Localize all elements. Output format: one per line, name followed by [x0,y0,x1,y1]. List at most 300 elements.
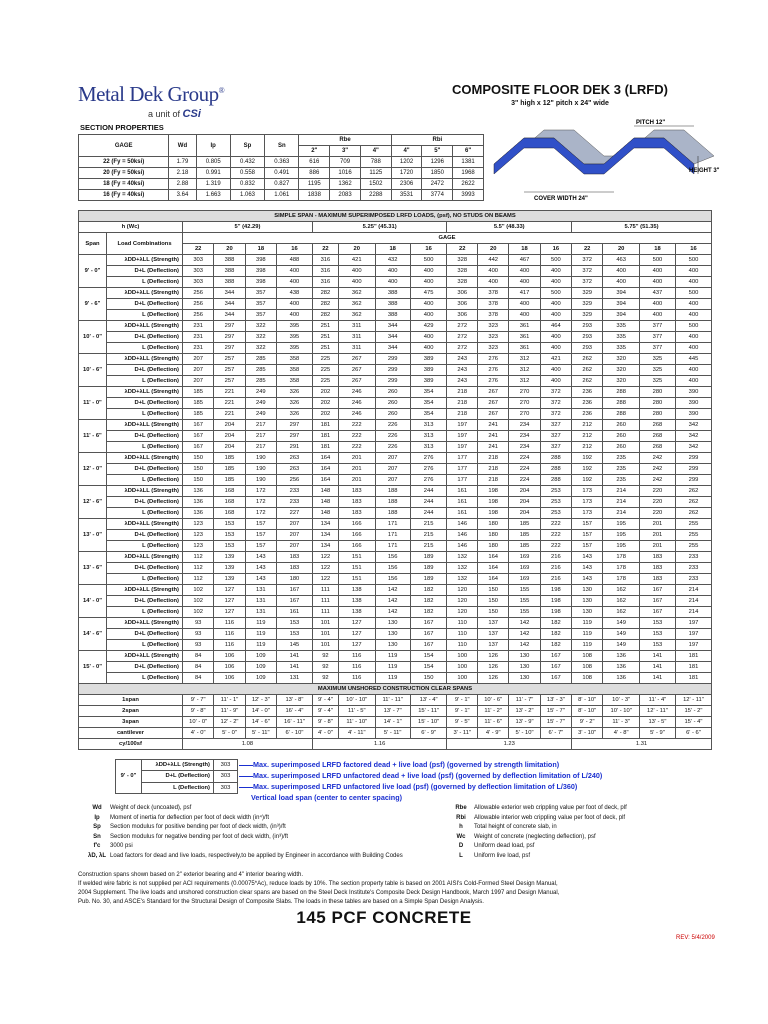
table-row [79,354,712,365]
table-cell: 6' - 10" [276,728,312,739]
table-cell: 5' - 11" [245,728,276,739]
table-title: SIMPLE SPAN - MAXIMUM SUPERIMPOSED LRFD LOADS, (psf), NO STUDS ON BEAMS [79,211,712,222]
table-cell: 6' - 7" [540,728,571,739]
table-cell: 198 [540,607,571,618]
table-cell: 167 [540,662,571,673]
table-cell: 241 [478,420,509,431]
table-cell: 150 [478,607,509,618]
table-cell: 182 [540,629,571,640]
table-cell: 116 [214,640,245,651]
logo [78,82,278,122]
definition-text: Uniform live load, psf [474,853,531,859]
table-cell: 257 [214,354,245,365]
table-row [79,475,712,486]
table-cell: 181 [312,420,338,431]
span-cell: 9' - 6" [79,288,107,321]
table-cell: 161 [447,486,478,497]
table-cell: 171 [375,541,410,552]
table-cell: 157 [245,541,276,552]
table-cell: 234 [509,420,540,431]
table-cell: 166 [338,530,375,541]
table-cell: 267 [338,376,375,387]
table-cell: 400 [675,277,711,288]
gage-header: 20 [478,244,509,255]
table-cell: 11' - 2" [478,706,509,717]
table-row [79,179,484,190]
table-cell: 362 [338,310,375,321]
table-cell: 400 [639,310,675,321]
table-cell: 226 [375,442,410,453]
load-combination: λDD+λLL (Strength) [107,519,183,530]
table-cell: 328 [447,277,478,288]
table-cell: 233 [276,497,312,508]
table-cell: 344 [375,321,410,332]
load-combination: L (Deflection) [107,475,183,486]
table-cell: 161 [447,508,478,519]
table-cell: 1016 [330,168,361,179]
table-cell: 122 [312,574,338,585]
table-cell: 119 [375,673,410,684]
table-cell: 400 [276,277,312,288]
table-cell: 166 [338,541,375,552]
table-cell: 400 [540,365,571,376]
unshored-title: MAXIMUM UNSHORED CONSTRUCTION CLEAR SPANS [79,684,712,695]
table-cell: 288 [540,453,571,464]
table-cell: 92 [312,673,338,684]
table-cell: 362 [338,299,375,310]
table-cell: 400 [509,310,540,321]
definition-symbol: Wc [456,833,466,840]
table-cell: 181 [675,651,711,662]
table-cell: 123 [183,519,214,530]
table-row [79,640,712,651]
gage-header: 18 [509,244,540,255]
table-cell: 131 [245,596,276,607]
table-cell: 131 [245,585,276,596]
note-line: If welded wire fabric is not supplied per ACI requirements (0.00075*Ac), reduce loads by 10%. The section property table is based on 2001 AISI's Cold-Formed Steel Design Manual, [78,881,558,887]
table-cell: 400 [410,266,447,277]
table-row [79,695,712,706]
table-cell: 288 [603,398,640,409]
table-cell: 9' - 5" [447,717,478,728]
table-cell: 207 [276,541,312,552]
table-cell: 11' - 1" [214,695,245,706]
table-cell: 389 [410,376,447,387]
table-cell: 178 [603,552,640,563]
table-cell: 400 [509,266,540,277]
table-cell: 268 [639,442,675,453]
table-cell: 141 [639,651,675,662]
table-cell: 127 [338,629,375,640]
gage-header: 20 [338,244,375,255]
table-cell: 130 [572,585,603,596]
table-cell: 322 [245,343,276,354]
table-cell: 616 [299,157,330,168]
table-cell: 354 [410,387,447,398]
table-cell: 185 [214,464,245,475]
table-cell: 222 [338,431,375,442]
table-cell: 242 [639,475,675,486]
load-combination: D+L (Deflection) [107,596,183,607]
table-title-row [79,211,712,222]
table-cell: 306 [447,288,478,299]
table-cell: 500 [675,321,711,332]
table-cell: 217 [245,442,276,453]
table-cell: 119 [245,640,276,651]
table-cell: 1.79 [169,157,196,168]
col-sn: Sn [265,135,299,157]
table-cell: 150 [410,673,447,684]
table-cell: 288 [540,475,571,486]
definition-text: Moment of inertia for deflection per foot of deck width (in⁴)/ft [110,814,269,821]
definition-symbol: Ip [94,814,100,821]
table-row [79,431,712,442]
table-cell: 270 [509,409,540,420]
table-cell: 297 [214,321,245,332]
table-cell: 242 [639,464,675,475]
table-cell: 244 [410,508,447,519]
table-row [79,420,712,431]
table-cell: 262 [572,376,603,387]
cy-row [79,739,712,750]
table-cell: 173 [572,486,603,497]
table-cell: 372 [572,266,603,277]
table-cell: 276 [410,464,447,475]
table-cell: 202 [312,387,338,398]
table-cell: 1502 [360,179,391,190]
table-cell: 325 [639,354,675,365]
table-cell: 108 [572,651,603,662]
table-cell: 398 [245,277,276,288]
table-cell: 8' - 10" [572,706,603,717]
table-cell: 138 [338,607,375,618]
table-cell: 169 [509,574,540,585]
table-cell: 400 [375,277,410,288]
table-cell: 442 [478,255,509,266]
table-cell: 132 [447,574,478,585]
col-rbi: Rbi [391,135,483,146]
table-cell: 112 [183,563,214,574]
table-cell: 372 [540,409,571,420]
table-cell: 1.063 [230,190,264,201]
load-combination: D+L (Deflection) [107,629,183,640]
table-cell: 389 [410,354,447,365]
col-bearing: 3" [330,146,361,157]
table-row [79,332,712,343]
table-cell: 256 [276,475,312,486]
table-cell: 244 [410,497,447,508]
table-cell: 137 [478,618,509,629]
table-cell: 326 [276,398,312,409]
table-cell: 335 [603,332,640,343]
table-cell: 217 [245,431,276,442]
table-cell: 120 [447,596,478,607]
table-cell: 218 [478,464,509,475]
table-cell: 188 [375,497,410,508]
load-combination: D+L (Deflection) [107,497,183,508]
table-cell: 11' - 10" [338,717,375,728]
table-cell: 272 [447,343,478,354]
table-cell: 500 [410,255,447,266]
table-cell: 378 [478,299,509,310]
table-cell: 344 [214,288,245,299]
table-cell: 225 [312,365,338,376]
table-cell: 126 [478,673,509,684]
table-cell: 137 [478,629,509,640]
slab-header: 5.25" (45.31) [312,222,447,233]
table-cell: 0.491 [265,168,299,179]
table-cell: 4' - 0" [183,728,214,739]
table-cell: 136 [603,673,640,684]
table-cell: 182 [410,585,447,596]
table-cell: 260 [375,387,410,398]
table-cell: 0.432 [230,157,264,168]
table-cell: 180 [478,519,509,530]
table-cell: 329 [572,310,603,321]
table-cell: 15' - 2" [675,706,711,717]
table-cell: 167 [276,585,312,596]
table-cell: 282 [312,299,338,310]
load-combination: L (Deflection) [107,640,183,651]
table-cell: 92 [312,662,338,673]
table-cell: 218 [447,409,478,420]
table-cell: 400 [603,277,640,288]
table-cell: 138 [338,585,375,596]
table-cell: 141 [276,651,312,662]
table-cell: 372 [572,277,603,288]
table-row [79,365,712,376]
table-cell: 143 [572,552,603,563]
table-row [79,706,712,717]
load-combination: L (Deflection) [107,442,183,453]
table-cell: 260 [375,398,410,409]
load-combination: λDD+λLL (Strength) [107,321,183,332]
table-cell: 166 [338,519,375,530]
table-cell: 222 [338,420,375,431]
span-cell: 13' - 0" [79,519,107,552]
table-cell: 156 [375,574,410,585]
table-cell: 316 [312,266,338,277]
table-cell: 136 [183,486,214,497]
table-cell: 388 [214,255,245,266]
span-cell: 15' - 0" [79,651,107,684]
table-cell: 395 [276,321,312,332]
table-cell: 243 [447,354,478,365]
table-cell: 342 [675,431,711,442]
gage-header: 18 [245,244,276,255]
table-cell: 215 [410,519,447,530]
table-cell: 207 [375,475,410,486]
table-cell: 276 [410,475,447,486]
arrow-icon [239,776,253,777]
table-cell: 227 [276,508,312,519]
table-cell: 130 [572,607,603,618]
table-cell: 183 [338,497,375,508]
table-cell: 276 [478,365,509,376]
table-cell: 299 [375,354,410,365]
table-cell: 400 [675,266,711,277]
table-cell: 222 [540,530,571,541]
table-cell: 106 [214,651,245,662]
table-cell: 388 [375,310,410,321]
table-cell: 243 [447,376,478,387]
definition-symbol: Sn [93,833,101,840]
load-combination: λDD+λLL (Strength) [107,453,183,464]
table-cell: 109 [245,651,276,662]
table-row [79,629,712,640]
table-cell: 421 [338,255,375,266]
table-cell: 400 [410,277,447,288]
definition-symbol: λD, λL [87,853,106,859]
table-cell: 342 [675,442,711,453]
table-cell: 0.832 [230,179,264,190]
table-cell: 886 [299,168,330,179]
table-cell: 329 [572,299,603,310]
table-cell: 4' - 0" [312,728,338,739]
table-cell: 164 [312,475,338,486]
table-cell: 122 [312,563,338,574]
table-cell: 233 [675,574,711,585]
table-cell: 2083 [330,190,361,201]
table-cell: 0.558 [230,168,264,179]
table-cell: 202 [312,398,338,409]
table-row [79,409,712,420]
deck-profile-diagram [484,116,724,204]
cy-label: cy/100sf [79,739,183,750]
gage-header: 16 [675,244,711,255]
table-cell: 111 [312,607,338,618]
table-cell: 214 [675,596,711,607]
table-cell: 16' - 4" [276,706,312,717]
span-cell: 11' - 6" [79,420,107,453]
table-cell: 151 [338,574,375,585]
table-cell: 326 [276,387,312,398]
table-cell: 400 [675,310,711,321]
arrow-icon [239,765,253,766]
table-row [79,157,484,168]
table-cell: 204 [214,420,245,431]
table-cell: 182 [540,640,571,651]
legend-lc: λDD+λLL (Strength) [142,760,214,771]
table-cell: 167 [183,431,214,442]
table-cell: 132 [447,552,478,563]
table-cell: 224 [509,475,540,486]
table-cell: 400 [540,343,571,354]
table-cell: 171 [375,519,410,530]
table-cell: 204 [214,431,245,442]
table-cell: 14' - 6" [245,717,276,728]
table-cell: 183 [338,508,375,519]
unshored-title-row [79,684,712,695]
table-cell: 464 [540,321,571,332]
table-cell: 400 [410,299,447,310]
col-sp: Sp [230,135,264,157]
table-cell: 297 [214,332,245,343]
table-cell: 400 [540,332,571,343]
table-cell: 168 [214,486,245,497]
table-cell: 116 [214,629,245,640]
table-cell: 372 [540,398,571,409]
table-cell: 5' - 11" [375,728,410,739]
table-cell: 127 [214,585,245,596]
table-cell: 400 [639,266,675,277]
table-cell: 167 [639,585,675,596]
table-row [79,299,712,310]
table-cell: 280 [639,387,675,398]
table-cell: 400 [410,343,447,354]
table-cell: 218 [478,475,509,486]
table-cell: 303 [183,255,214,266]
table-cell: 9' - 4" [312,695,338,706]
legend-note: Max. superimposed LRFD unfactored live load (psf) (governed by deflection limitation of L/360) [253,782,578,791]
table-cell: 126 [478,662,509,673]
table-cell: 11' - 3" [603,717,640,728]
table-cell: 130 [509,673,540,684]
table-row [79,168,484,179]
table-cell: 136 [183,508,214,519]
load-combination: λDD+λLL (Strength) [107,387,183,398]
table-cell: 262 [572,354,603,365]
table-cell: 197 [447,420,478,431]
notes [78,871,718,907]
table-cell: 173 [572,508,603,519]
table-cell: 270 [509,387,540,398]
table-cell: 421 [540,354,571,365]
load-combination: L (Deflection) [107,607,183,618]
table-cell: 256 [183,299,214,310]
definition-symbol: L [459,853,463,859]
table-cell: 137 [478,640,509,651]
load-combination: λDD+λLL (Strength) [107,552,183,563]
table-cell: 255 [675,541,711,552]
table-cell: 151 [338,552,375,563]
table-cell: 231 [183,321,214,332]
table-cell: 131 [276,673,312,684]
table-cell: 400 [639,299,675,310]
definition-symbol: Rbe [455,805,467,811]
table-cell: 276 [410,453,447,464]
definition-text: Allowable interior web crippling value per foot of deck, plf [474,814,626,821]
table-cell: 400 [478,266,509,277]
definition-text: Section modulus for negative bending per foot of deck width, (in³)/ft [110,833,289,840]
table-cell: 102 [183,607,214,618]
table-cell: 11' - 5" [338,706,375,717]
cover-width-label: COVER WIDTH 24" [534,196,588,202]
table-cell: 288 [540,464,571,475]
table-cell: 311 [338,332,375,343]
table-cell: 182 [410,596,447,607]
table-cell: 400 [675,332,711,343]
table-cell: 127 [214,607,245,618]
table-cell: 361 [509,332,540,343]
table-cell: 220 [639,497,675,508]
table-cell: 130 [509,651,540,662]
legend-note: Max. superimposed LRFD unfactored dead + live load (psf) (governed by deflection limitation of L/240) [253,771,603,780]
slab-header: 5.75" (51.35) [572,222,712,233]
table-cell: 246 [338,387,375,398]
table-cell: 185 [214,475,245,486]
table-cell: 167 [410,640,447,651]
table-cell: 164 [478,563,509,574]
table-cell: 222 [540,519,571,530]
table-cell: 197 [675,618,711,629]
legend-val: 303 [214,760,238,771]
table-cell: 299 [675,453,711,464]
table-cell: 2622 [453,179,484,190]
table-cell: 276 [478,376,509,387]
table-cell: 357 [245,299,276,310]
table-cell: 438 [276,288,312,299]
